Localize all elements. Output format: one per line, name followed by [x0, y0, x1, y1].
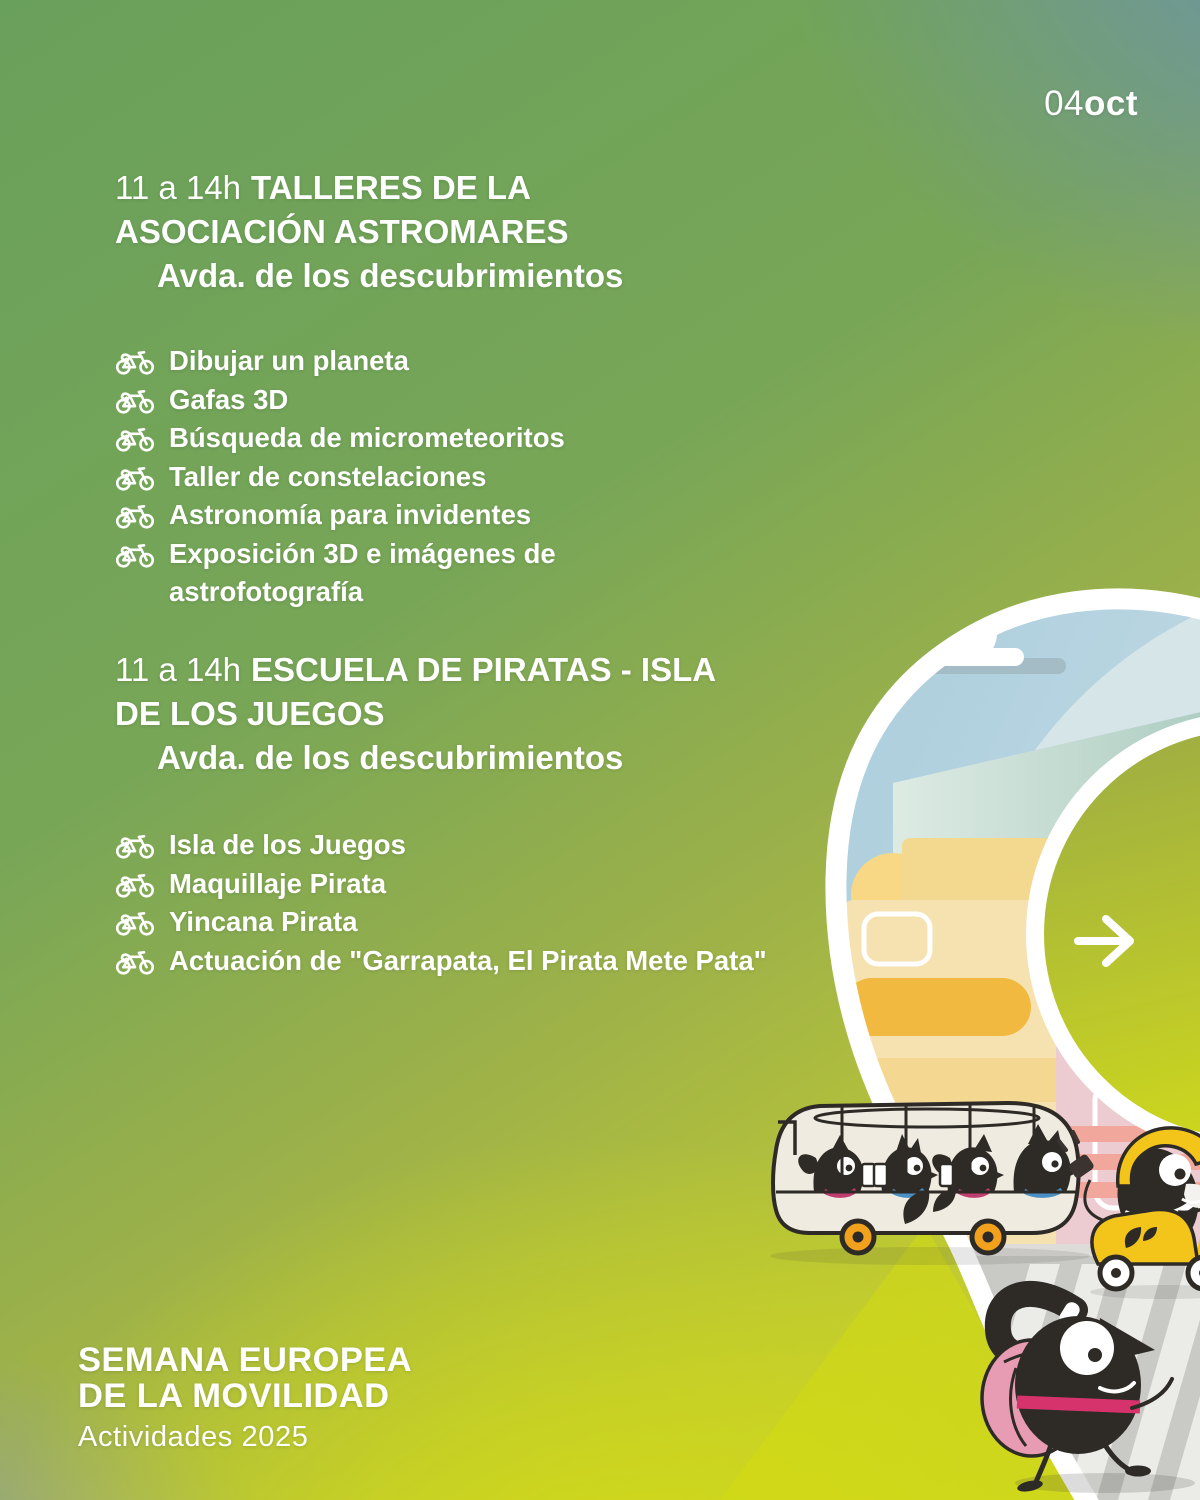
activity-label: Actuación de "Garrapata, El Pirata Mete Pata" — [169, 944, 767, 976]
activity-list-item — [115, 903, 815, 942]
activity-list-item — [115, 381, 675, 420]
activity-list-2 — [115, 826, 815, 980]
activity-list-item — [115, 865, 815, 904]
event-2-heading — [115, 648, 755, 780]
activity-label: Exposición 3D e imágenes de astrofotografía — [169, 537, 556, 607]
event-1-title: TALLERES DE LA ASOCIACIÓN ASTROMARES — [115, 169, 569, 250]
date-month: oct — [1084, 84, 1138, 123]
bicycle-icon — [115, 502, 155, 530]
activity-label: Isla de los Juegos — [169, 829, 406, 860]
activity-label: Yincana Pirata — [169, 906, 358, 937]
activity-label: Taller de constelaciones — [169, 460, 487, 492]
activity-label: Gafas 3D — [169, 383, 289, 415]
activity-list-item — [115, 535, 675, 612]
bicycle-icon — [115, 348, 155, 376]
activity-list-item — [115, 458, 675, 497]
bicycle-icon — [115, 387, 155, 415]
activity-label: Astronomía para invidentes — [169, 499, 532, 530]
event-1-time: 11 a 14h — [115, 169, 242, 206]
activity-list-1 — [115, 342, 675, 612]
bicycle-icon — [115, 425, 155, 453]
campaign-subtitle: Actividades 2025 — [78, 1421, 309, 1453]
activity-list-item — [115, 826, 815, 865]
activity-list-item — [115, 342, 675, 381]
activity-list-item — [115, 419, 675, 458]
bicycle-icon — [115, 541, 155, 569]
bicycle-icon — [115, 909, 155, 937]
activity-label: Maquillaje Pirata — [169, 867, 387, 899]
event-1-heading — [115, 166, 675, 298]
bicycle-icon — [115, 948, 155, 976]
date-badge — [1044, 84, 1138, 124]
activity-list-item — [115, 942, 815, 981]
event-2-title: ESCUELA DE PIRATAS - ISLA DE LOS JUEGOS — [115, 651, 715, 732]
activity-label: Dibujar un planeta — [169, 345, 409, 376]
event-2-location: Avda. de los descubrimientos — [157, 739, 624, 776]
bicycle-icon — [115, 464, 155, 492]
activity-label: Búsqueda de micrometeoritos — [169, 422, 565, 453]
campaign-branding — [78, 1342, 412, 1454]
campaign-title-line2: DE LA MOVILIDAD — [78, 1377, 390, 1415]
date-day: 04 — [1044, 84, 1084, 123]
bicycle-icon — [115, 832, 155, 860]
campaign-title-line1: SEMANA EUROPEA — [78, 1341, 413, 1379]
backpack-strap — [1017, 1402, 1140, 1407]
bicycle-icon — [115, 871, 155, 899]
event-1-location: Avda. de los descubrimientos — [157, 257, 624, 294]
activity-list-item — [115, 496, 675, 535]
event-2-time: 11 a 14h — [115, 651, 242, 688]
